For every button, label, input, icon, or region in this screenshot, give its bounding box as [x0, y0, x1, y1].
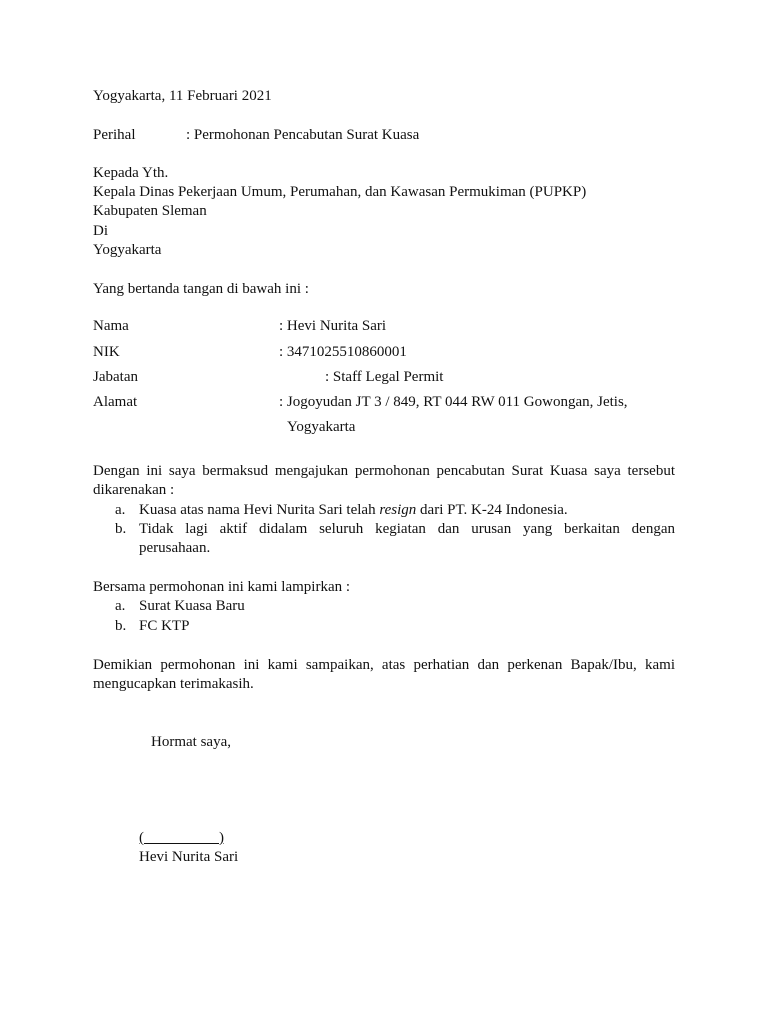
recipient-line-1: Kepada Yth.: [93, 165, 169, 181]
recipient-line-3: Kabupaten Sleman: [93, 203, 207, 219]
nik-label: NIK: [93, 344, 120, 360]
reason-b-marker: b.: [115, 521, 127, 537]
attachment-a-text: Surat Kuasa Baru: [139, 598, 245, 614]
signature-blank: ( ): [139, 830, 224, 846]
position-value: : Staff Legal Permit: [325, 369, 444, 385]
intro-text: Yang bertanda tangan di bawah ini :: [93, 281, 309, 297]
recipient-line-5: Yogyakarta: [93, 242, 162, 258]
reason-b-text-line-2: perusahaan.: [139, 540, 211, 556]
attachment-b-marker: b.: [115, 618, 127, 634]
reason-a-text-italic: resign: [379, 502, 417, 518]
address-value-line-2: Yogyakarta: [287, 419, 356, 435]
signer-name: Hevi Nurita Sari: [139, 849, 239, 865]
reason-a-text: [139, 501, 568, 520]
attachments-intro: Bersama permohonan ini kami lampirkan :: [93, 579, 351, 595]
attachment-a-marker: a.: [115, 598, 126, 614]
attachment-b-text: FC KTP: [139, 618, 190, 634]
name-label: Nama: [93, 318, 129, 334]
address-label: Alamat: [93, 394, 138, 410]
nik-value: : 3471025510860001: [279, 344, 407, 360]
address-value-line-1: : Jogoyudan JT 3 / 849, RT 044 RW 011 Gowongan, Jetis,: [279, 394, 628, 410]
recipient-line-4: Di: [93, 223, 108, 239]
place-date: Yogyakarta, 11 Februari 2021: [93, 88, 272, 104]
subject-label: Perihal: [93, 127, 136, 143]
reason-a-text-after: dari PT. K-24 Indonesia.: [416, 502, 568, 518]
body-paragraph-line-2: dikarenakan :: [93, 482, 175, 498]
subject-value: : Permohonan Pencabutan Surat Kuasa: [186, 127, 420, 143]
name-value: : Hevi Nurita Sari: [279, 318, 387, 334]
recipient-line-2: Kepala Dinas Pekerjaan Umum, Perumahan, dan Kawasan Permukiman (PUPKP): [93, 184, 587, 200]
closing-line-1: Demikian permohonan ini kami sampaikan, atas perhatian dan perkenan Bapak/Ibu, kami: [93, 657, 675, 673]
reason-b-text-line-1: Tidak lagi aktif didalam seluruh kegiatan dan urusan yang berkaitan dengan: [139, 521, 675, 537]
body-paragraph-line-1: Dengan ini saya bermaksud mengajukan permohonan pencabutan Surat Kuasa saya tersebut: [93, 463, 675, 479]
position-label: Jabatan: [93, 369, 138, 385]
reason-a-marker: a.: [115, 502, 126, 518]
reason-a-text-before: Kuasa atas nama Hevi Nurita Sari telah: [139, 502, 380, 518]
closing-line-2: mengucapkan terimakasih.: [93, 676, 254, 692]
regards-text: Hormat saya,: [151, 734, 231, 750]
